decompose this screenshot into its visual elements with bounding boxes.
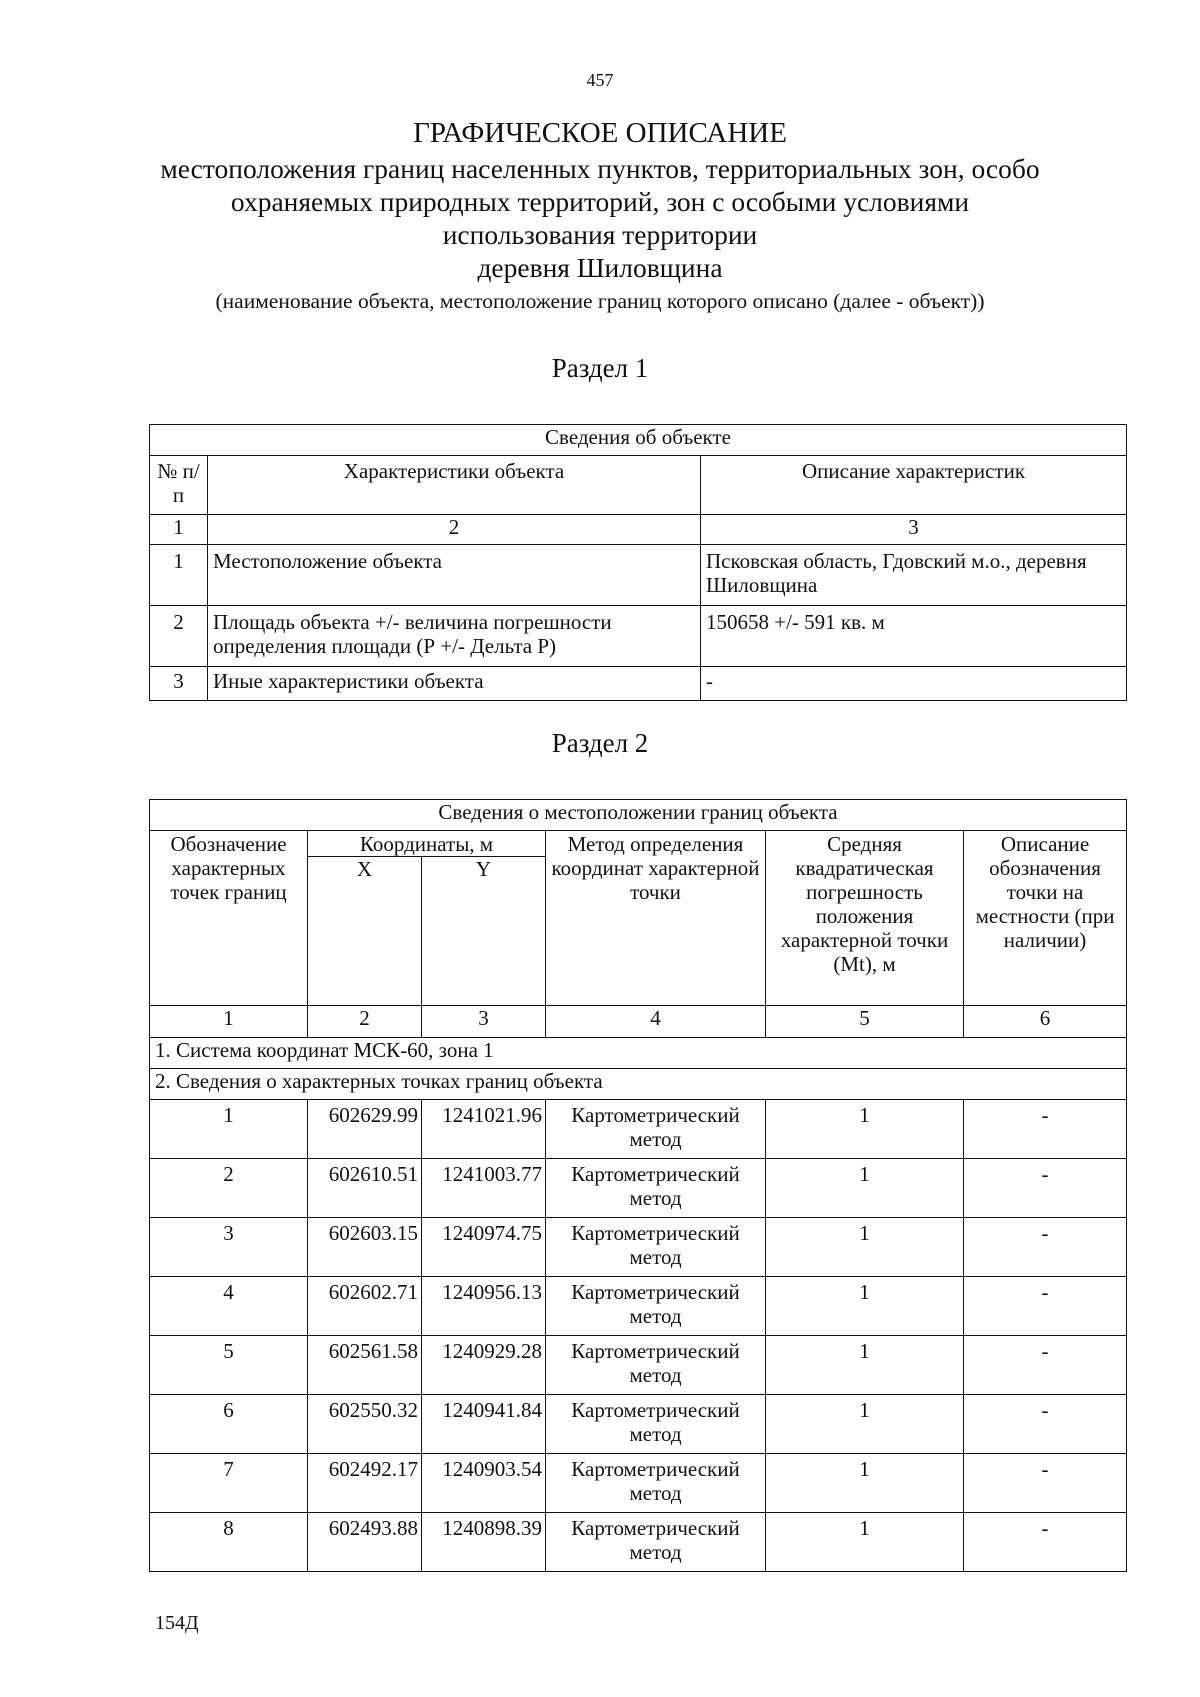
- column-number: 5: [766, 1006, 964, 1038]
- column-header: Описание обозначения точки на местности (при наличии): [964, 831, 1127, 1006]
- column-number: 6: [964, 1006, 1127, 1038]
- footer-code: 154Д: [155, 1612, 199, 1634]
- object-name: деревня Шиловщина: [477, 252, 723, 283]
- document-subtitle: [60, 152, 1140, 284]
- object-caption: (наименование объекта, местоположение границ которого описано (далее - объект)): [215, 289, 985, 313]
- table-row: [150, 545, 1127, 606]
- column-header: Описание характеристик: [701, 456, 1127, 515]
- point-x: 602492.17: [308, 1454, 422, 1513]
- column-header: Метод определения координат характерной точки: [546, 831, 766, 1006]
- table-row: [150, 1395, 1127, 1454]
- point-id: 6: [150, 1395, 308, 1454]
- point-description: -: [964, 1277, 1127, 1336]
- point-mt: 1: [766, 1100, 964, 1159]
- column-number: 2: [208, 515, 701, 545]
- column-number: 3: [701, 515, 1127, 545]
- point-mt: 1: [766, 1218, 964, 1277]
- column-number: 1: [150, 515, 208, 545]
- point-id: 1: [150, 1100, 308, 1159]
- table-row: [150, 1159, 1127, 1218]
- point-id: 3: [150, 1218, 308, 1277]
- section-2-title: Раздел 2: [551, 728, 649, 758]
- row-number: 3: [150, 667, 208, 701]
- column-number: 1: [150, 1006, 308, 1038]
- point-y: 1240898.39: [422, 1513, 546, 1572]
- table-row: [150, 1513, 1127, 1572]
- points-caption: 2. Сведения о характерных точках границ объекта: [150, 1069, 1127, 1100]
- point-description: -: [964, 1513, 1127, 1572]
- point-description: -: [964, 1336, 1127, 1395]
- column-header: Средняя квадратическая погрешность положения характерной точки (Mt), м: [766, 831, 964, 1006]
- point-id: 5: [150, 1336, 308, 1395]
- document-title: ГРАФИЧЕСКОЕ ОПИСАНИЕ: [413, 117, 787, 149]
- description-cell: -: [701, 667, 1127, 701]
- table-row: [150, 606, 1127, 667]
- point-description: -: [964, 1395, 1127, 1454]
- point-y: 1240929.28: [422, 1336, 546, 1395]
- column-header: Обозначение характерных точек границ: [150, 831, 308, 1006]
- row-number: 2: [150, 606, 208, 667]
- point-mt: 1: [766, 1159, 964, 1218]
- point-method: Картометрический метод: [546, 1159, 766, 1218]
- point-id: 4: [150, 1277, 308, 1336]
- column-header: Координаты, м: [308, 831, 546, 857]
- object-info-table: [149, 424, 1127, 701]
- column-header: № п/п: [150, 456, 208, 515]
- page-number: 457: [586, 70, 614, 90]
- characteristic-cell: Площадь объекта +/- величина погрешности определения площади (Р +/- Дельта Р): [208, 606, 701, 667]
- table-caption: Сведения о местоположении границ объекта: [150, 800, 1127, 831]
- subtitle-line: использования территории: [442, 219, 758, 250]
- column-number: 4: [546, 1006, 766, 1038]
- table-caption: Сведения об объекте: [150, 425, 1127, 456]
- point-x: 602629.99: [308, 1100, 422, 1159]
- point-method: Картометрический метод: [546, 1277, 766, 1336]
- point-y: 1240956.13: [422, 1277, 546, 1336]
- column-header-y: Y: [422, 857, 546, 1006]
- point-mt: 1: [766, 1395, 964, 1454]
- point-x: 602603.15: [308, 1218, 422, 1277]
- point-x: 602561.58: [308, 1336, 422, 1395]
- table-row: [150, 1336, 1127, 1395]
- column-header: Характеристики объекта: [208, 456, 701, 515]
- point-y: 1240974.75: [422, 1218, 546, 1277]
- point-y: 1241021.96: [422, 1100, 546, 1159]
- point-id: 7: [150, 1454, 308, 1513]
- description-cell: Псковская область, Гдовский м.о., деревня Шиловщина: [701, 545, 1127, 606]
- point-method: Картометрический метод: [546, 1395, 766, 1454]
- point-mt: 1: [766, 1454, 964, 1513]
- point-x: 602610.51: [308, 1159, 422, 1218]
- point-description: -: [964, 1218, 1127, 1277]
- table-row: [150, 1100, 1127, 1159]
- table-row: [150, 1218, 1127, 1277]
- point-x: 602493.88: [308, 1513, 422, 1572]
- column-number: 2: [308, 1006, 422, 1038]
- subtitle-line: охраняемых природных территорий, зон с особыми условиями: [230, 186, 970, 217]
- point-method: Картометрический метод: [546, 1513, 766, 1572]
- point-id: 8: [150, 1513, 308, 1572]
- point-mt: 1: [766, 1513, 964, 1572]
- point-description: -: [964, 1100, 1127, 1159]
- description-cell: 150658 +/- 591 кв. м: [701, 606, 1127, 667]
- table-row: [150, 1277, 1127, 1336]
- point-method: Картометрический метод: [546, 1336, 766, 1395]
- characteristic-cell: Местоположение объекта: [208, 545, 701, 606]
- point-x: 602550.32: [308, 1395, 422, 1454]
- point-mt: 1: [766, 1336, 964, 1395]
- point-mt: 1: [766, 1277, 964, 1336]
- column-header-x: X: [308, 857, 422, 1006]
- point-description: -: [964, 1159, 1127, 1218]
- point-y: 1241003.77: [422, 1159, 546, 1218]
- point-method: Картометрический метод: [546, 1454, 766, 1513]
- table-row: [150, 667, 1127, 701]
- point-y: 1240903.54: [422, 1454, 546, 1513]
- point-y: 1240941.84: [422, 1395, 546, 1454]
- coordinate-system: 1. Система координат МСК-60, зона 1: [150, 1038, 1127, 1069]
- point-method: Картометрический метод: [546, 1218, 766, 1277]
- section-1-title: Раздел 1: [551, 353, 649, 383]
- subtitle-line: местоположения границ населенных пунктов, территориальных зон, особо: [160, 153, 1040, 184]
- boundary-points-table: [149, 799, 1127, 1572]
- point-id: 2: [150, 1159, 308, 1218]
- point-description: -: [964, 1454, 1127, 1513]
- point-x: 602602.71: [308, 1277, 422, 1336]
- characteristic-cell: Иные характеристики объекта: [208, 667, 701, 701]
- point-method: Картометрический метод: [546, 1100, 766, 1159]
- row-number: 1: [150, 545, 208, 606]
- column-number: 3: [422, 1006, 546, 1038]
- table-row: [150, 1454, 1127, 1513]
